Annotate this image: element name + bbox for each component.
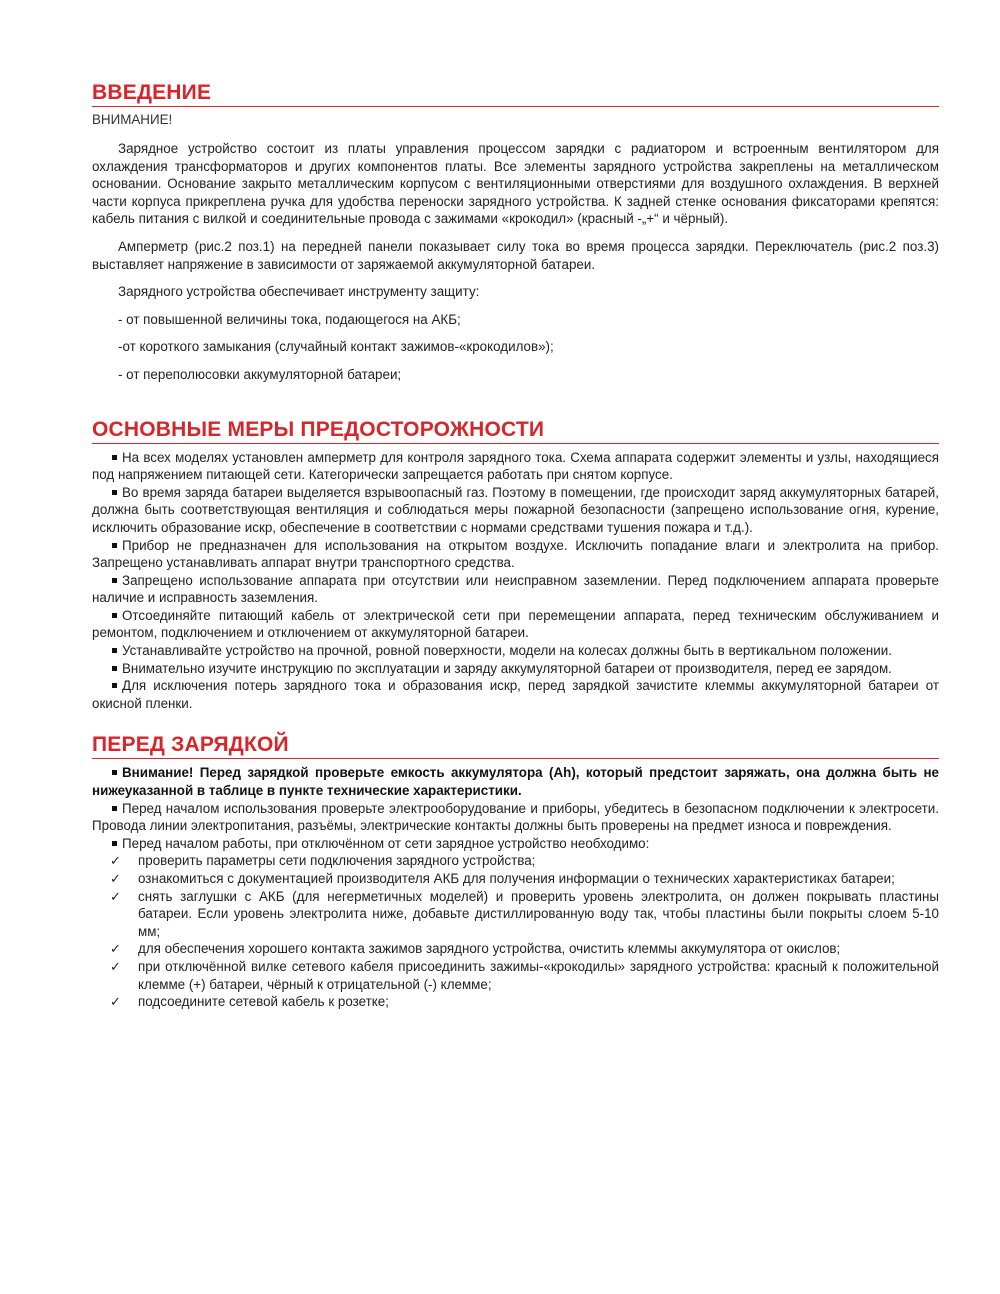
intro-paragraph-2: Амперметр (рис.2 поз.1) на передней панели показывает силу тока во время процесса зарядки. Переключатель (рис.2 поз.3) выставляет напряжение в зависимости от заряжаемой аккумуляторной батареи. [92, 238, 939, 272]
check-icon: ✓ [110, 958, 121, 974]
square-bullet-icon [112, 613, 117, 618]
precaution-item: Отсоединяйте питающий кабель от электрической сети при перемещении аппарата, перед техническим обслуживанием и ремонтом, подключением и отключением от аккумуляторной батареи. [92, 607, 939, 641]
checklist [92, 852, 939, 1010]
protection-item: - от переполюсовки аккумуляторной батареи; [118, 366, 402, 382]
square-bullet-icon [112, 455, 117, 460]
square-bullet-icon [112, 578, 117, 583]
precaution-item: Для исключения потерь зарядного тока и образования искр, перед зарядкой зачистите клеммы аккумуляторной батареи от окисной пленки. [92, 678, 939, 711]
protection-item: - от повышенной величины тока, подающегося на АКБ; [118, 311, 461, 327]
checklist-item: ✓ для обеспечения хорошего контакта зажимов зарядного устройства, очистить клеммы аккумулятора от окислов; [110, 941, 841, 957]
square-bullet-icon [112, 841, 117, 846]
checklist-item: ✓ при отключённой вилке сетевого кабеля присоединить зажимы-«крокодилы» зарядного устройства: красный к положительной клемме (+) батареи, чёрный к отрицательной (-) клемме; [110, 958, 939, 992]
square-bullet-icon [112, 543, 117, 548]
attention-label: ВНИМАНИЕ! [92, 112, 173, 127]
square-bullet-icon [112, 648, 117, 653]
checklist-item: ✓ снять заглушки с АКБ (для негерметичных моделей) и проверить уровень электролита, он должен покрывать пластины батареи. Если уровень электролита ниже, добавьте дистиллированную воду так, чтобы пластины были покрыты слоем 5-10 мм; [110, 888, 939, 939]
square-bullet-icon [112, 770, 117, 775]
precaution-item: Во время заряда батареи выделяется взрывоопасный газ. Поэтому в помещении, где происходит заряд аккумуляторных батарей, должна быть соответствующая вентиляция и соблюдаться меры пожарной безопасности (запрещено использование огня, курение, исключить образование искр, обеспечение в соответствии с нормами средствами тушения пожара и т.д.). [92, 484, 939, 535]
square-bullet-icon [112, 806, 117, 811]
check-icon: ✓ [110, 871, 121, 886]
check-icon: ✓ [110, 888, 121, 904]
check-icon: ✓ [110, 994, 121, 1010]
intro-heading: ВВЕДЕНИЕ [92, 80, 939, 107]
protection-item: -от короткого замыкания (случайный контакт зажимов-«крокодилов»); [118, 339, 554, 355]
precaution-item: Устанавливайте устройство на прочной, ровной поверхности, модели на колесах должны быть в вертикальном положении. [92, 642, 939, 660]
before-charging-heading: ПЕРЕД ЗАРЯДКОЙ [92, 732, 939, 759]
precaution-item: Внимательно изучите инструкцию по эксплуатации и заряду аккумуляторной батареи от производителя, перед ее зарядом. [92, 660, 939, 678]
precautions-heading: ОСНОВНЫЕ МЕРЫ ПРЕДОСТОРОЖНОСТИ [92, 417, 939, 444]
intro-paragraph-1: Зарядное устройство состоит из платы управления процессом зарядки с радиатором и встроенным вентилятором для охлаждения трансформаторов и других компонентов платы. Все элементы зарядного устройства закреплены на металлическом основании. Основание закрыто металлическим корпусом с вентиляционными отверстиями для воздушного охлаждения. В верхней части корпуса прикреплена ручка для удобства переноски зарядного устройства. К задней стенке основания фиксаторами крепятся: кабель питания с вилкой и соединительные провода с зажимами «крокодил» (красный -„+“ и чёрный). [92, 141, 939, 227]
before-paragraph-1: Перед началом использования проверьте электрооборудование и приборы, убедитесь в безопасном подключении к электросети. Провода линии электропитания, разъёмы, электрические контакты должны быть проверены на предмет износа и повреждения. [92, 800, 939, 834]
intro-paragraph-3: Зарядного устройства обеспечивает инструменту защиту: [118, 284, 480, 300]
document-page [92, 80, 939, 1011]
precaution-item: На всех моделях установлен амперметр для контроля зарядного тока. Схема аппарата содержит элементы и узлы, находящиеся под напряжением питающей сети. Категорически запрещается работать при снятом корпусе. [92, 449, 939, 483]
precaution-item: Прибор не предназначен для использования на открытом воздухе. Исключить попадание влаги и электролита на прибор. Запрещено устанавливать аппарат внутри транспортного средства. [92, 537, 939, 571]
precaution-item: Запрещено использование аппарата при отсутствии или неисправном заземлении. Перед подключением аппарата проверьте наличие и исправность заземления. [92, 572, 939, 606]
precautions-section [92, 417, 939, 713]
check-icon: ✓ [110, 941, 121, 957]
charging-warning: Внимание! Перед зарядкой проверьте емкость аккумулятора (Ah), который предстоит заряжать, она должна быть не нижеуказанной в таблице в пункте технические характеристики. [92, 765, 939, 799]
checklist-item: ✓ ознакомиться с документацией производителя АКБ для получения информации о технических характеристиках батареи; [110, 871, 895, 886]
before-charging-section [92, 732, 939, 1010]
square-bullet-icon [112, 666, 117, 671]
checklist-item: ✓ проверить параметры сети подключения зарядного устройства; [110, 853, 536, 869]
square-bullet-icon [112, 490, 117, 495]
intro-section [92, 80, 939, 384]
checklist-item: ✓ подсоедините сетевой кабель к розетке; [110, 994, 389, 1010]
check-icon: ✓ [110, 853, 121, 869]
square-bullet-icon [112, 683, 117, 688]
before-paragraph-2: Перед началом работы, при отключённом от сети зарядное устройство необходимо: [92, 835, 939, 853]
